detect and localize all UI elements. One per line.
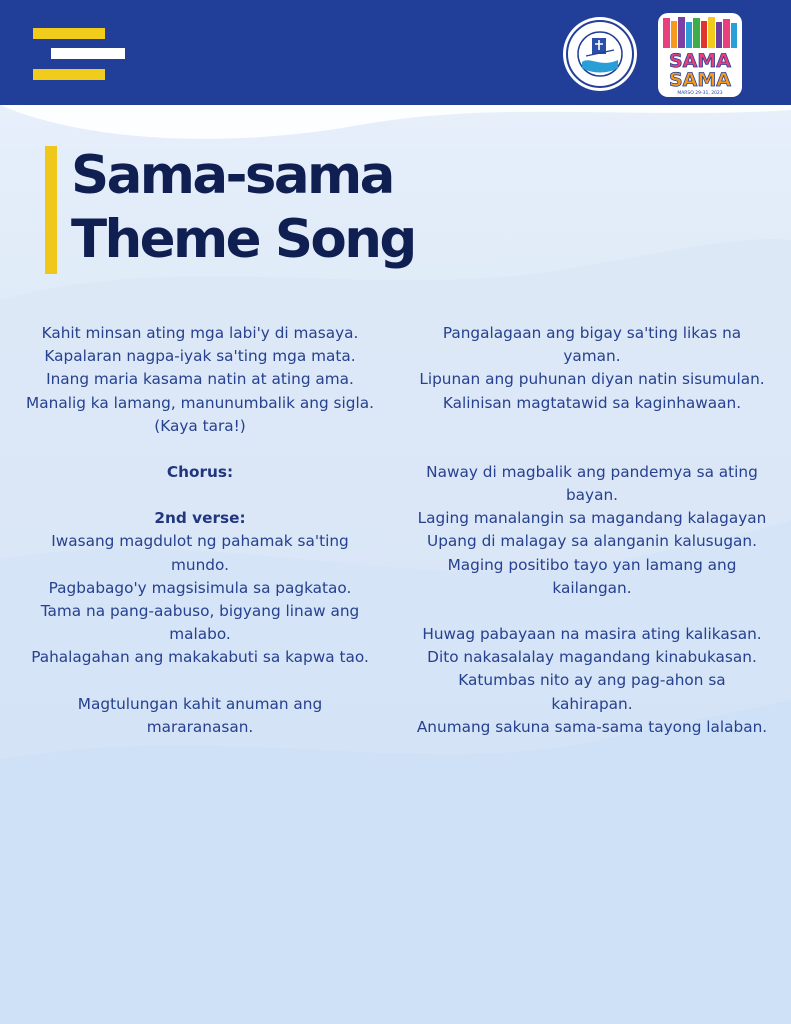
lyric-line: (Kaya tara!) xyxy=(154,416,246,435)
title-line-1: Sama-sama xyxy=(71,145,393,206)
lyric-line: Anumang sakuna sama-sama tayong lalaban. xyxy=(416,717,768,736)
lyric-line: Lipunan ang puhunan diyan natin sisumulan. xyxy=(419,370,765,389)
lyric-line: Pangalagaan ang bigay sa'ting likas na xyxy=(442,324,742,342)
lyric-line: Kapalaran nagpa-iyak sa'ting mga mata. xyxy=(44,347,356,366)
lyric-line: Naway di magbalik ang pandemya sa ating xyxy=(426,462,758,481)
event-logo-date: MARSO 29-31, 2023 xyxy=(677,91,723,96)
lyric-line: mararanasan. xyxy=(146,717,254,736)
lyrics-left-column xyxy=(18,322,382,739)
lyric-line: Inang maria kasama natin at ating ama. xyxy=(46,370,354,389)
lyric-line: Tama na pang-aabuso, bigyang linaw ang xyxy=(40,602,360,621)
lyric-line: Kalinisan magtatawid sa kaginhawaan. xyxy=(442,393,742,412)
lyric-line: Katumbas nito ay ang pag-ahon sa xyxy=(458,671,726,690)
lyric-line: Dito nakasalalay magandang kinabukasan. xyxy=(427,648,757,667)
sama-sama-event-logo xyxy=(657,12,743,98)
lyric-line: Kahit minsan ating mga labi'y di masaya. xyxy=(41,324,359,342)
hamburger-menu-icon[interactable] xyxy=(33,26,125,84)
event-logo-word-1: SAMA xyxy=(668,50,732,72)
lyric-line: Laging manalangin sa magandang kalagayan xyxy=(417,509,767,528)
lyric-line: yaman. xyxy=(563,347,621,366)
lyric-line: Upang di malagay sa alanganin kalusugan. xyxy=(427,532,757,551)
title-accent-bar xyxy=(45,146,57,274)
lyrics-right-column xyxy=(404,322,780,739)
chorus-label: Chorus: xyxy=(166,463,234,482)
event-logo-word-2: SAMA xyxy=(668,69,732,91)
lyric-line: Huwag pabayaan na masira ating kalikasan. xyxy=(422,625,762,644)
lyric-line: Manalig ka lamang, manunumbalik ang sigla. xyxy=(26,393,374,412)
lyric-line: Pagbabago'y magsisimula sa pagkatao. xyxy=(48,578,352,597)
lyric-line: Iwasang magdulot ng pahamak sa'ting xyxy=(51,532,349,551)
lyric-line: Maging positibo tayo yan lamang ang xyxy=(447,555,737,574)
lyric-line: mundo. xyxy=(171,555,229,574)
lyric-line: kailangan. xyxy=(552,578,632,597)
lyric-line: bayan. xyxy=(565,486,619,505)
title-line-2: Theme Song xyxy=(71,209,415,270)
lyric-line: malabo. xyxy=(169,625,231,644)
lyric-line: Magtulungan kahit anuman ang xyxy=(77,694,323,713)
page-header xyxy=(0,0,791,105)
college-seal-logo xyxy=(562,16,638,92)
lyric-line: kahirapan. xyxy=(551,694,633,713)
verse-2-label: 2nd verse: xyxy=(154,509,246,528)
page-title xyxy=(71,144,491,272)
lyric-line: Pahalagahan ang makakabuti sa kapwa tao. xyxy=(31,648,369,667)
